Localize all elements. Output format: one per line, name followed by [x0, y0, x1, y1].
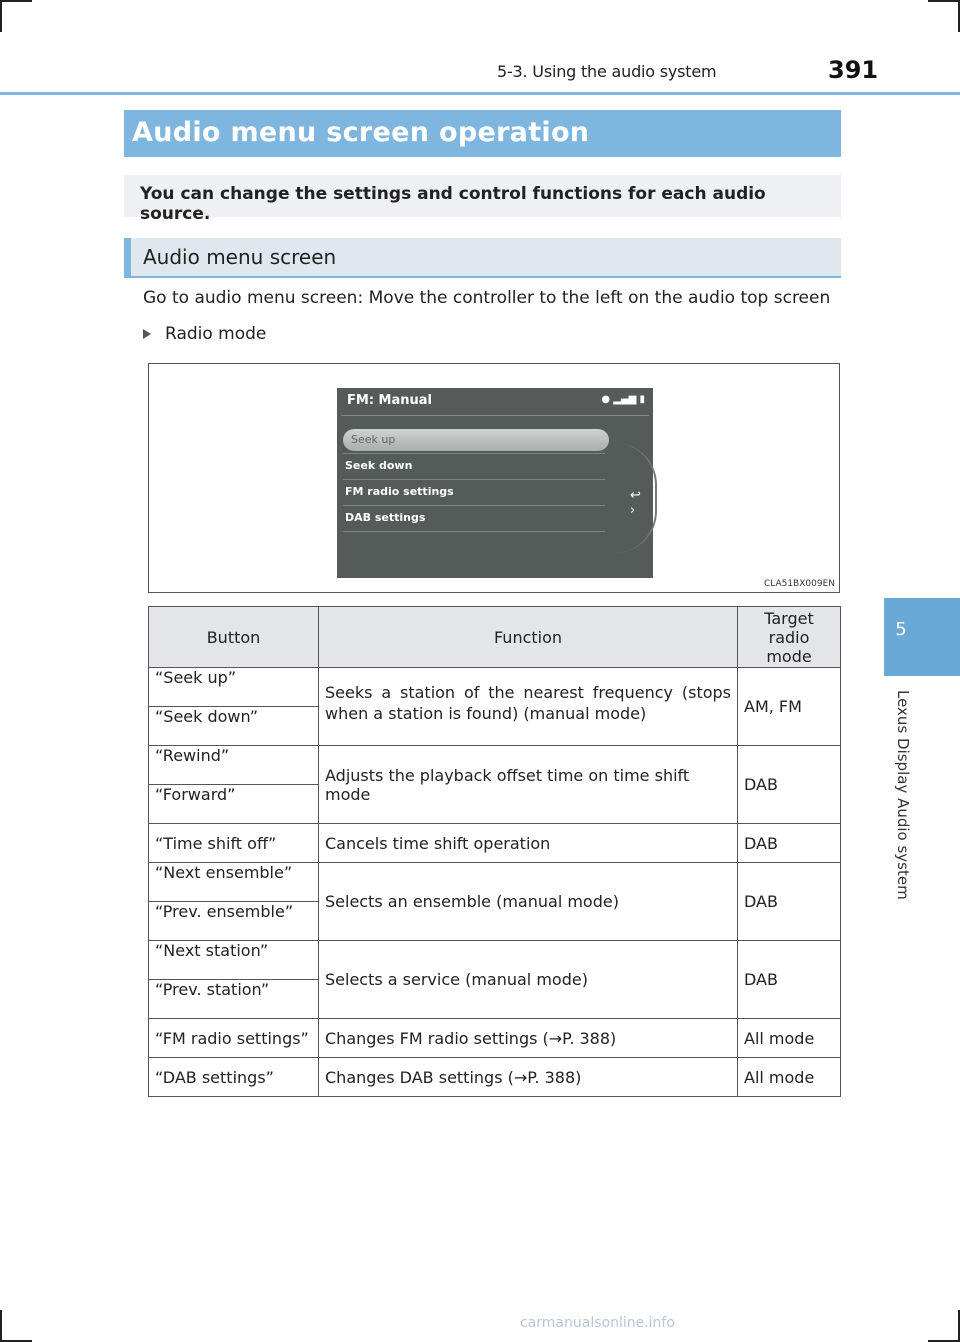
menu-divider [343, 479, 605, 480]
button-cell: “Seek up” [149, 668, 319, 707]
bullet-text: Radio mode [165, 324, 267, 344]
table-row [149, 746, 841, 785]
mode-cell: All mode [738, 1058, 841, 1097]
back-icon[interactable]: ↩ › [630, 488, 641, 518]
screen-figure [148, 363, 840, 593]
page-number: 391 [828, 56, 879, 84]
menu-item[interactable]: DAB settings [345, 511, 426, 524]
menu-divider [343, 531, 605, 532]
crop-mark [928, 0, 960, 2]
column-header: Button [149, 607, 319, 668]
subsection-title: Audio menu screen [143, 245, 337, 269]
display-screen [337, 388, 653, 578]
button-cell: “Next ensemble” [149, 863, 319, 902]
function-cell: Adjusts the playback offset time on time shift mode [319, 746, 738, 824]
column-header: Function [319, 607, 738, 668]
table-row [149, 668, 841, 707]
subsection-accent [124, 238, 131, 276]
chapter-number: 5 [895, 619, 907, 640]
function-table [148, 606, 841, 1097]
crop-mark [0, 0, 32, 2]
mode-cell: DAB [738, 746, 841, 824]
mode-cell: AM, FM [738, 668, 841, 746]
table-row [149, 863, 841, 902]
instruction-text: Go to audio menu screen: Move the controller to the left on the audio top screen [143, 288, 831, 308]
function-cell: Changes FM radio settings (→P. 388) [319, 1019, 738, 1058]
watermark: carmanualsonline.info [520, 1315, 675, 1331]
table-row [149, 1058, 841, 1097]
column-header-line: Target [764, 608, 814, 628]
mode-cell: All mode [738, 1019, 841, 1058]
mode-cell: DAB [738, 941, 841, 1019]
intro-box [124, 175, 841, 224]
crop-mark [0, 1310, 2, 1342]
screen-divider [341, 415, 649, 416]
chapter-label: Lexus Display Audio system [894, 690, 912, 900]
function-cell: Changes DAB settings (→P. 388) [319, 1058, 738, 1097]
button-cell: “Prev. station” [149, 980, 319, 1019]
figure-code: CLA51BX009EN [763, 579, 835, 589]
button-cell: “Prev. ensemble” [149, 902, 319, 941]
button-cell: “DAB settings” [149, 1058, 319, 1097]
section-title: Audio menu screen operation [132, 117, 590, 148]
header-rule [0, 92, 960, 95]
function-cell: Cancels time shift operation [319, 824, 738, 863]
section-title-bar [124, 110, 841, 157]
menu-item-selected[interactable] [343, 429, 609, 451]
section-header: 5-3. Using the audio system [497, 62, 717, 81]
menu-item[interactable]: Seek down [345, 459, 413, 472]
mode-cell: DAB [738, 824, 841, 863]
function-cell: Selects an ensemble (manual mode) [319, 863, 738, 941]
button-cell: “Time shift off” [149, 824, 319, 863]
subsection-title-bar [124, 238, 841, 278]
menu-item-label: Seek up [351, 433, 396, 446]
column-header [738, 607, 841, 668]
function-cell: Selects a service (manual mode) [319, 941, 738, 1019]
chapter-label-wrap [894, 690, 912, 930]
menu-divider [343, 505, 605, 506]
menu-divider [343, 453, 605, 454]
bullet-item [143, 324, 266, 344]
intro-text: You can change the settings and control functions for each audio source. [140, 184, 766, 224]
table-row [149, 824, 841, 863]
button-cell: “FM radio settings” [149, 1019, 319, 1058]
triangle-bullet-icon [143, 329, 151, 339]
column-header-line: radio mode [766, 627, 812, 666]
button-cell: “Next station” [149, 941, 319, 980]
function-cell: Seeks a station of the nearest frequency (stops when a station is found) (manual mode) [319, 668, 738, 746]
status-icons: ● ▂▄▆ ▮ [601, 394, 645, 405]
menu-item[interactable]: FM radio settings [345, 485, 454, 498]
table-row [149, 941, 841, 980]
button-cell: “Seek down” [149, 707, 319, 746]
table-row [149, 1019, 841, 1058]
button-cell: “Rewind” [149, 746, 319, 785]
screen-title: FM: Manual [347, 393, 432, 408]
mode-cell: DAB [738, 863, 841, 941]
table-header-row [149, 607, 841, 668]
crop-mark [0, 0, 2, 32]
button-cell: “Forward” [149, 785, 319, 824]
